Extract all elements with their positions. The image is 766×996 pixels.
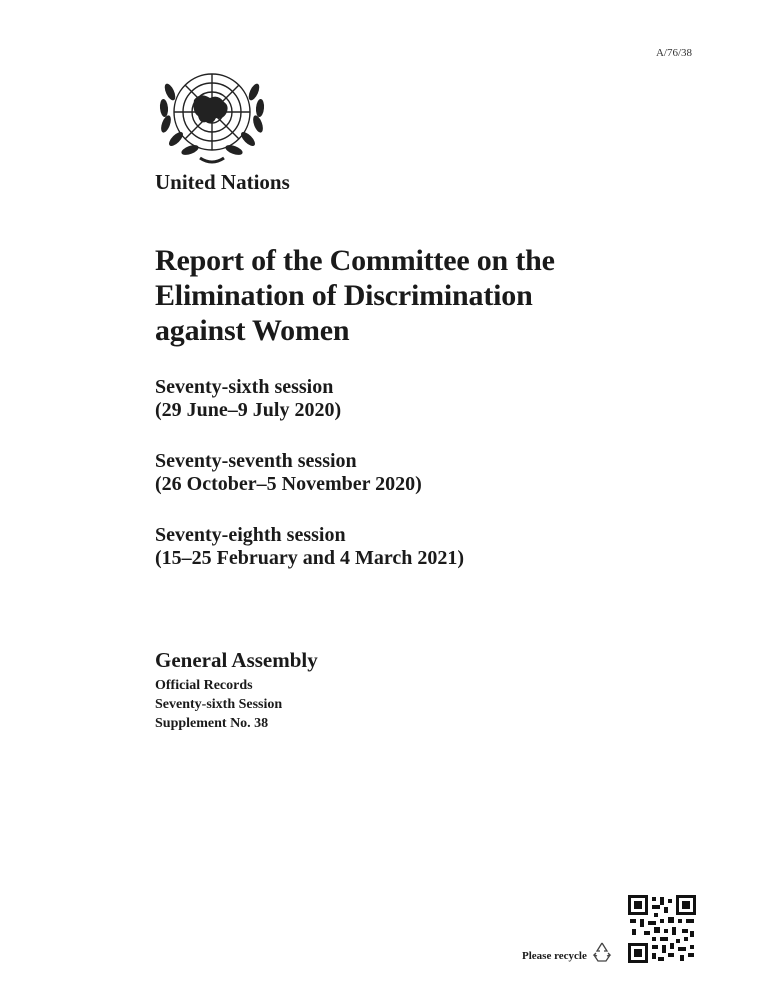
- general-assembly-heading: General Assembly: [155, 648, 318, 672]
- title-line: Report of the Committee on the: [155, 244, 555, 277]
- session-dates: (29 June–9 July 2020): [155, 399, 342, 421]
- session-dates: (15–25 February and 4 March 2021): [155, 547, 465, 569]
- official-records-block: [155, 676, 282, 733]
- qr-code-icon: [628, 895, 696, 963]
- title-line: Elimination of Discrimination: [155, 279, 533, 312]
- title-line: against Women: [155, 314, 350, 347]
- recycle-label: Please recycle: [522, 950, 587, 962]
- session-block: [155, 376, 341, 422]
- session-name: Seventy-seventh session: [155, 450, 357, 472]
- un-emblem-icon: [150, 62, 274, 172]
- session-name: Seventy-sixth session: [155, 376, 334, 398]
- organization-name: United Nations: [155, 170, 290, 194]
- session-name: Seventy-eighth session: [155, 524, 346, 546]
- session-block: [155, 524, 464, 570]
- record-line: Supplement No. 38: [155, 716, 269, 731]
- session-dates: (26 October–5 November 2020): [155, 473, 422, 495]
- session-block: [155, 450, 422, 496]
- document-symbol: A/76/38: [655, 47, 692, 59]
- recycle-icon: [590, 940, 614, 964]
- record-line: Seventy-sixth Session: [155, 697, 283, 712]
- record-line: Official Records: [155, 678, 253, 693]
- report-title: [155, 243, 675, 348]
